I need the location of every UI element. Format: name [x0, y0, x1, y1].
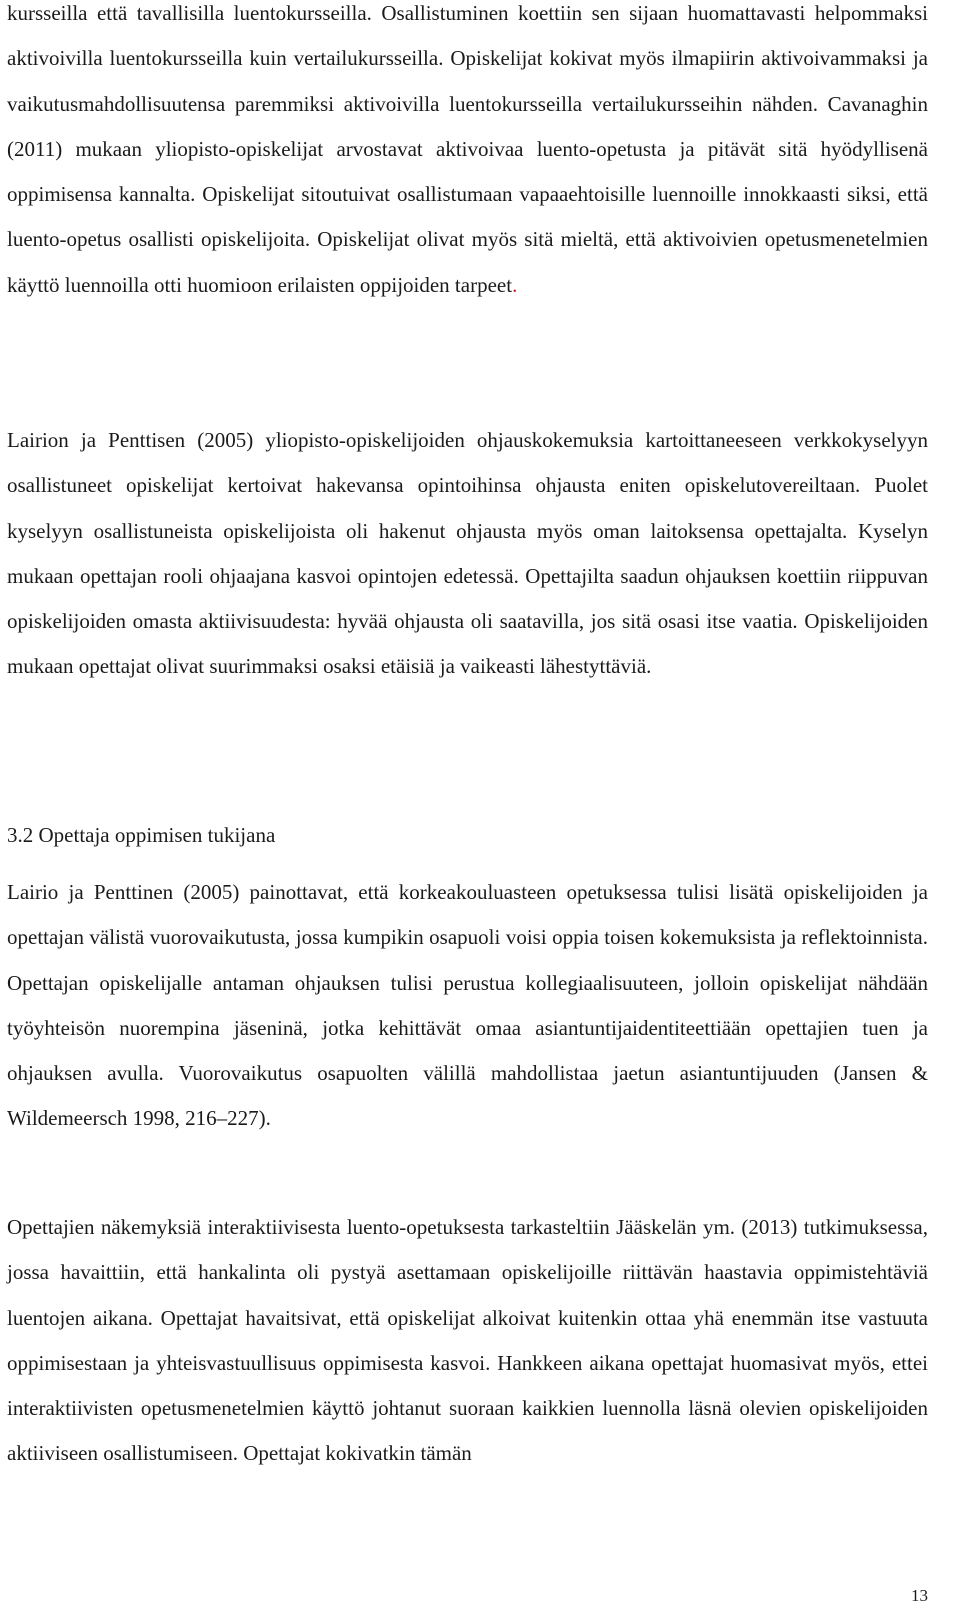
paragraph-text: kursseilla että tavallisilla luentokursseilla. Osallistuminen koettiin sen sijaan huomattavasti helpommaksi aktivoivilla luentokursseilla kuin vertailukursseilla. Opiskelijat kokivat myös ilmapiirin aktivoivammaksi ja vaikutusmahdollisuutensa paremmiksi aktivoivilla luentokursseilla vertailukursseihin nähden. Cavanaghin (2011) mukaan yliopisto-opiskelijat arvostavat aktivoivaa luento-opetusta ja pitävät sitä hyödyllisenä oppimisensa kannalta. Opiskelijat sitoutuivat osallistumaan vapaaehtoisille luennoille innokkaasti siksi, että luento-opetus osallisti opiskelijoita. Opiskelijat olivat myös sitä mieltä, että aktivoivien opetusmenetelmien käyttö luennoilla otti huomioon erilaisten oppijoiden tarpeet	[7, 1, 928, 297]
body-paragraph	[7, 0, 928, 308]
page-number: 13	[911, 1586, 928, 1605]
section-heading: 3.2 Opettaja oppimisen tukijana	[7, 823, 276, 847]
body-paragraph: Lairion ja Penttisen (2005) yliopisto-opiskelijoiden ohjauskokemuksia kartoittaneeseen verkkokyselyyn osallistuneet opiskelijat kertoivat hakevansa opintoihinsa ohjausta eniten opiskelutovereiltaan. Puolet kyselyyn osallistuneista opiskelijoista oli hakenut ohjausta myös oman laitoksensa opettajalta. Kyselyn mukaan opettajan rooli ohjaajana kasvoi opintojen edetessä. Opettajilta saadun ohjauksen koettiin riippuvan opiskelijoiden omasta aktiivisuudesta: hyvää ohjausta oli saatavilla, jos sitä osasi itse vaatia. Opiskelijoiden mukaan opettajat olivat suurimmaksi osaksi etäisiä ja vaikeasti lähestyttäviä.	[7, 428, 928, 679]
highlighted-period: .	[512, 272, 518, 297]
body-paragraph: Opettajien näkemyksiä interaktiivisesta luento-opetuksesta tarkasteltiin Jääskelän ym. (2013) tutkimuksessa, jossa havaittiin, että hankalinta oli pystyä asettamaan opiskelijoille riittävän haastavia oppimistehtäviä luentojen aikana. Opettajat havaitsivat, että opiskelijat alkoivat kuitenkin ottaa yhä enemmän itse vastuuta oppimisestaan ja yhteisvastuullisuus oppimisesta kasvoi. Hankkeen aikana opettajat huomasivat myös, ettei interaktiivisten opetusmenetelmien käyttö johtanut suoraan kaikkien luennolla läsnä olevien opiskelijoiden aktiiviseen osallistumiseen. Opettajat kokivatkin tämän	[7, 1215, 928, 1466]
body-paragraph: Lairio ja Penttinen (2005) painottavat, että korkeakouluasteen opetuksessa tulisi lisätä opiskelijoiden ja opettajan välistä vuorovaikutusta, jossa kumpikin osapuoli voisi oppia toisen kokemuksista ja reflektoinnista. Opettajan opiskelijalle antaman ohjauksen tulisi perustua kollegiaalisuuteen, jolloin opiskelijat nähdään työyhteisön nuorempina jäseninä, jotka kehittävät omaa asiantuntijaidentiteettiään opettajien tuen ja ohjauksen avulla. Vuorovaikutus osapuolten välillä mahdollistaa jaetun asiantuntijuuden (Jansen & Wildemeersch 1998, 216–227).	[7, 880, 928, 1131]
